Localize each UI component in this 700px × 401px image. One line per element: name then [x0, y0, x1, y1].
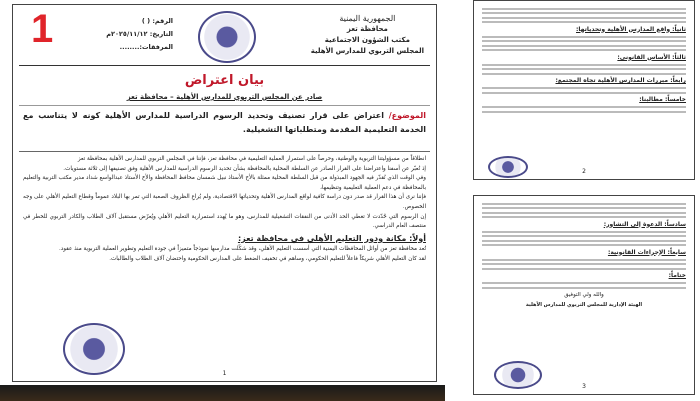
page-number: 3: [582, 382, 586, 390]
section-heading: سادساً: الدعوة إلى التشاور:: [603, 220, 686, 228]
section-heading: سابعاً: الإجراءات القانونية:: [607, 248, 686, 256]
country-name: الجمهورية اليمنية: [339, 14, 396, 23]
paragraph: لقد كان التعليم الأهلي شريكاً فاعلاً للتعليم الحكومي، وساهم في تخفيف الضغط على المدارس الحكومية واحتضان آلاف الطلاب والطالبات.: [109, 255, 426, 262]
official-seal-icon: [198, 11, 256, 63]
bottom-dark-strip: [0, 385, 445, 401]
office-name: مكتب الشؤون الاجتماعية: [324, 36, 410, 44]
document-title: بيان اعتراض: [184, 73, 265, 88]
section-heading: رابعاً: مبررات المدارس الأهلية تجاه المجتمع:: [555, 77, 686, 84]
paragraph: تُعد محافظة تعز من أوائل المحافظات اليمنية التي أسست التعليم الأهلي، وقد شكّلت مدارسها نموذجاً متميزاً في جودة التعليم وتطوير العملية التربوية منذ عقود.: [59, 246, 426, 253]
page-number: 1: [222, 370, 227, 377]
header-divider: [19, 65, 430, 66]
objection-statement-page-3: [473, 195, 695, 395]
closing-phrase: والله ولي التوفيق: [564, 291, 604, 298]
letter-date: التاريخ: ٢٠٢٥/١١/١٢م: [106, 30, 173, 38]
section-heading: ثانياً: واقع المدارس الأهلية وتحدياتها:: [576, 25, 686, 33]
letterhead-left: [73, 15, 173, 54]
subject-text: اعتراض على قرار تصنيف وتحديد الرسوم الدراسية للمدارس الأهلية كونه لا يتناسب مع الخدمة التعليمية المقدمة ومتطلباتها التشغيلية.: [23, 111, 426, 134]
subject-divider: [19, 151, 430, 152]
objection-statement-page-2: [473, 0, 695, 180]
paragraph: إن الرسوم التي حُدّدت لا تغطي الحد الأدنى من النفقات التشغيلية للمدارس، وهو ما يُهدد استمرارية التعليم الأهلي ويُعرّض مستقبل آلاف الطلاب والكادر التربوي للخطر في منتصف العام الدراسي.: [23, 213, 426, 230]
council-name: المجلس التربوي للمدارس الأهلية: [310, 47, 424, 55]
paragraph: وفي الوقت الذي نُقدّر فيه الجهود المبذولة من قبل السلطة المحلية ممثلة بالأخ الأستاذ نبيل شمسان محافظ المحافظة والأخ الأستاذ عبدالواسع شداد مدير مكتب التربية والتعليم بالمحافظة في دعم العملية التعليمية وتنظيمها،: [23, 175, 426, 191]
section-heading: خامساً: مطالبنا:: [639, 96, 686, 103]
subject-label: الموضوع/: [388, 111, 426, 120]
subject: [23, 109, 426, 137]
paragraph: إذ نُعبّر عن أسفنا واعتراضنا على القرار الصادر عن السلطة المحلية بالمحافظة بشأن تحديد الرسوم الدراسية للمدارس الأهلية وفق تصنيفها إلى ثلاثة مستويات.: [63, 165, 426, 172]
subtitle-divider: [19, 105, 430, 106]
document-body: [23, 155, 426, 265]
page-marker: 1: [31, 7, 54, 51]
reference-number: الرقم: ( ): [141, 17, 173, 25]
objection-statement-page-1: [12, 4, 437, 382]
paragraph: فإننا نرى أن هذا القرار قد صدر دون دراسة كافية لواقع المدارس الأهلية وتحدياتها الاقتصادية، ولم يُراعِ الظروف الصعبة التي تمر بها البلاد عموماً وقطاع التعليم الأهلي على وجه الخصوص.: [23, 194, 426, 210]
paragraph: انطلاقاً من مسؤوليتنا التربوية والوطنية، وحرصاً على استمرار العملية التعليمية في محافظة تعز، فإننا في المجلس التربوي للمدارس الأهلية بمحافظة تعز: [77, 156, 426, 162]
page-number: 2: [582, 167, 586, 175]
attachments: المرفقات:........: [119, 43, 173, 51]
section-heading: ختاماً:: [668, 272, 686, 279]
document-subtitle: صادر عن المجلس التربوي للمدارس الأهلية – محافظة تعز: [126, 93, 323, 101]
section-heading: ثالثاً: الأساس القانوني:: [617, 53, 686, 61]
section-heading: أولاً: مكانة ودور التعليم الأهلي في محافظة تعز:: [237, 233, 426, 243]
council-stamp-icon: [63, 323, 125, 375]
signature-block: الهيئة الإدارية للمجلس التربوي للمدارس الأهلية: [525, 302, 643, 308]
letterhead-right: [311, 13, 424, 57]
governorate-name: محافظة تعز: [346, 25, 388, 33]
